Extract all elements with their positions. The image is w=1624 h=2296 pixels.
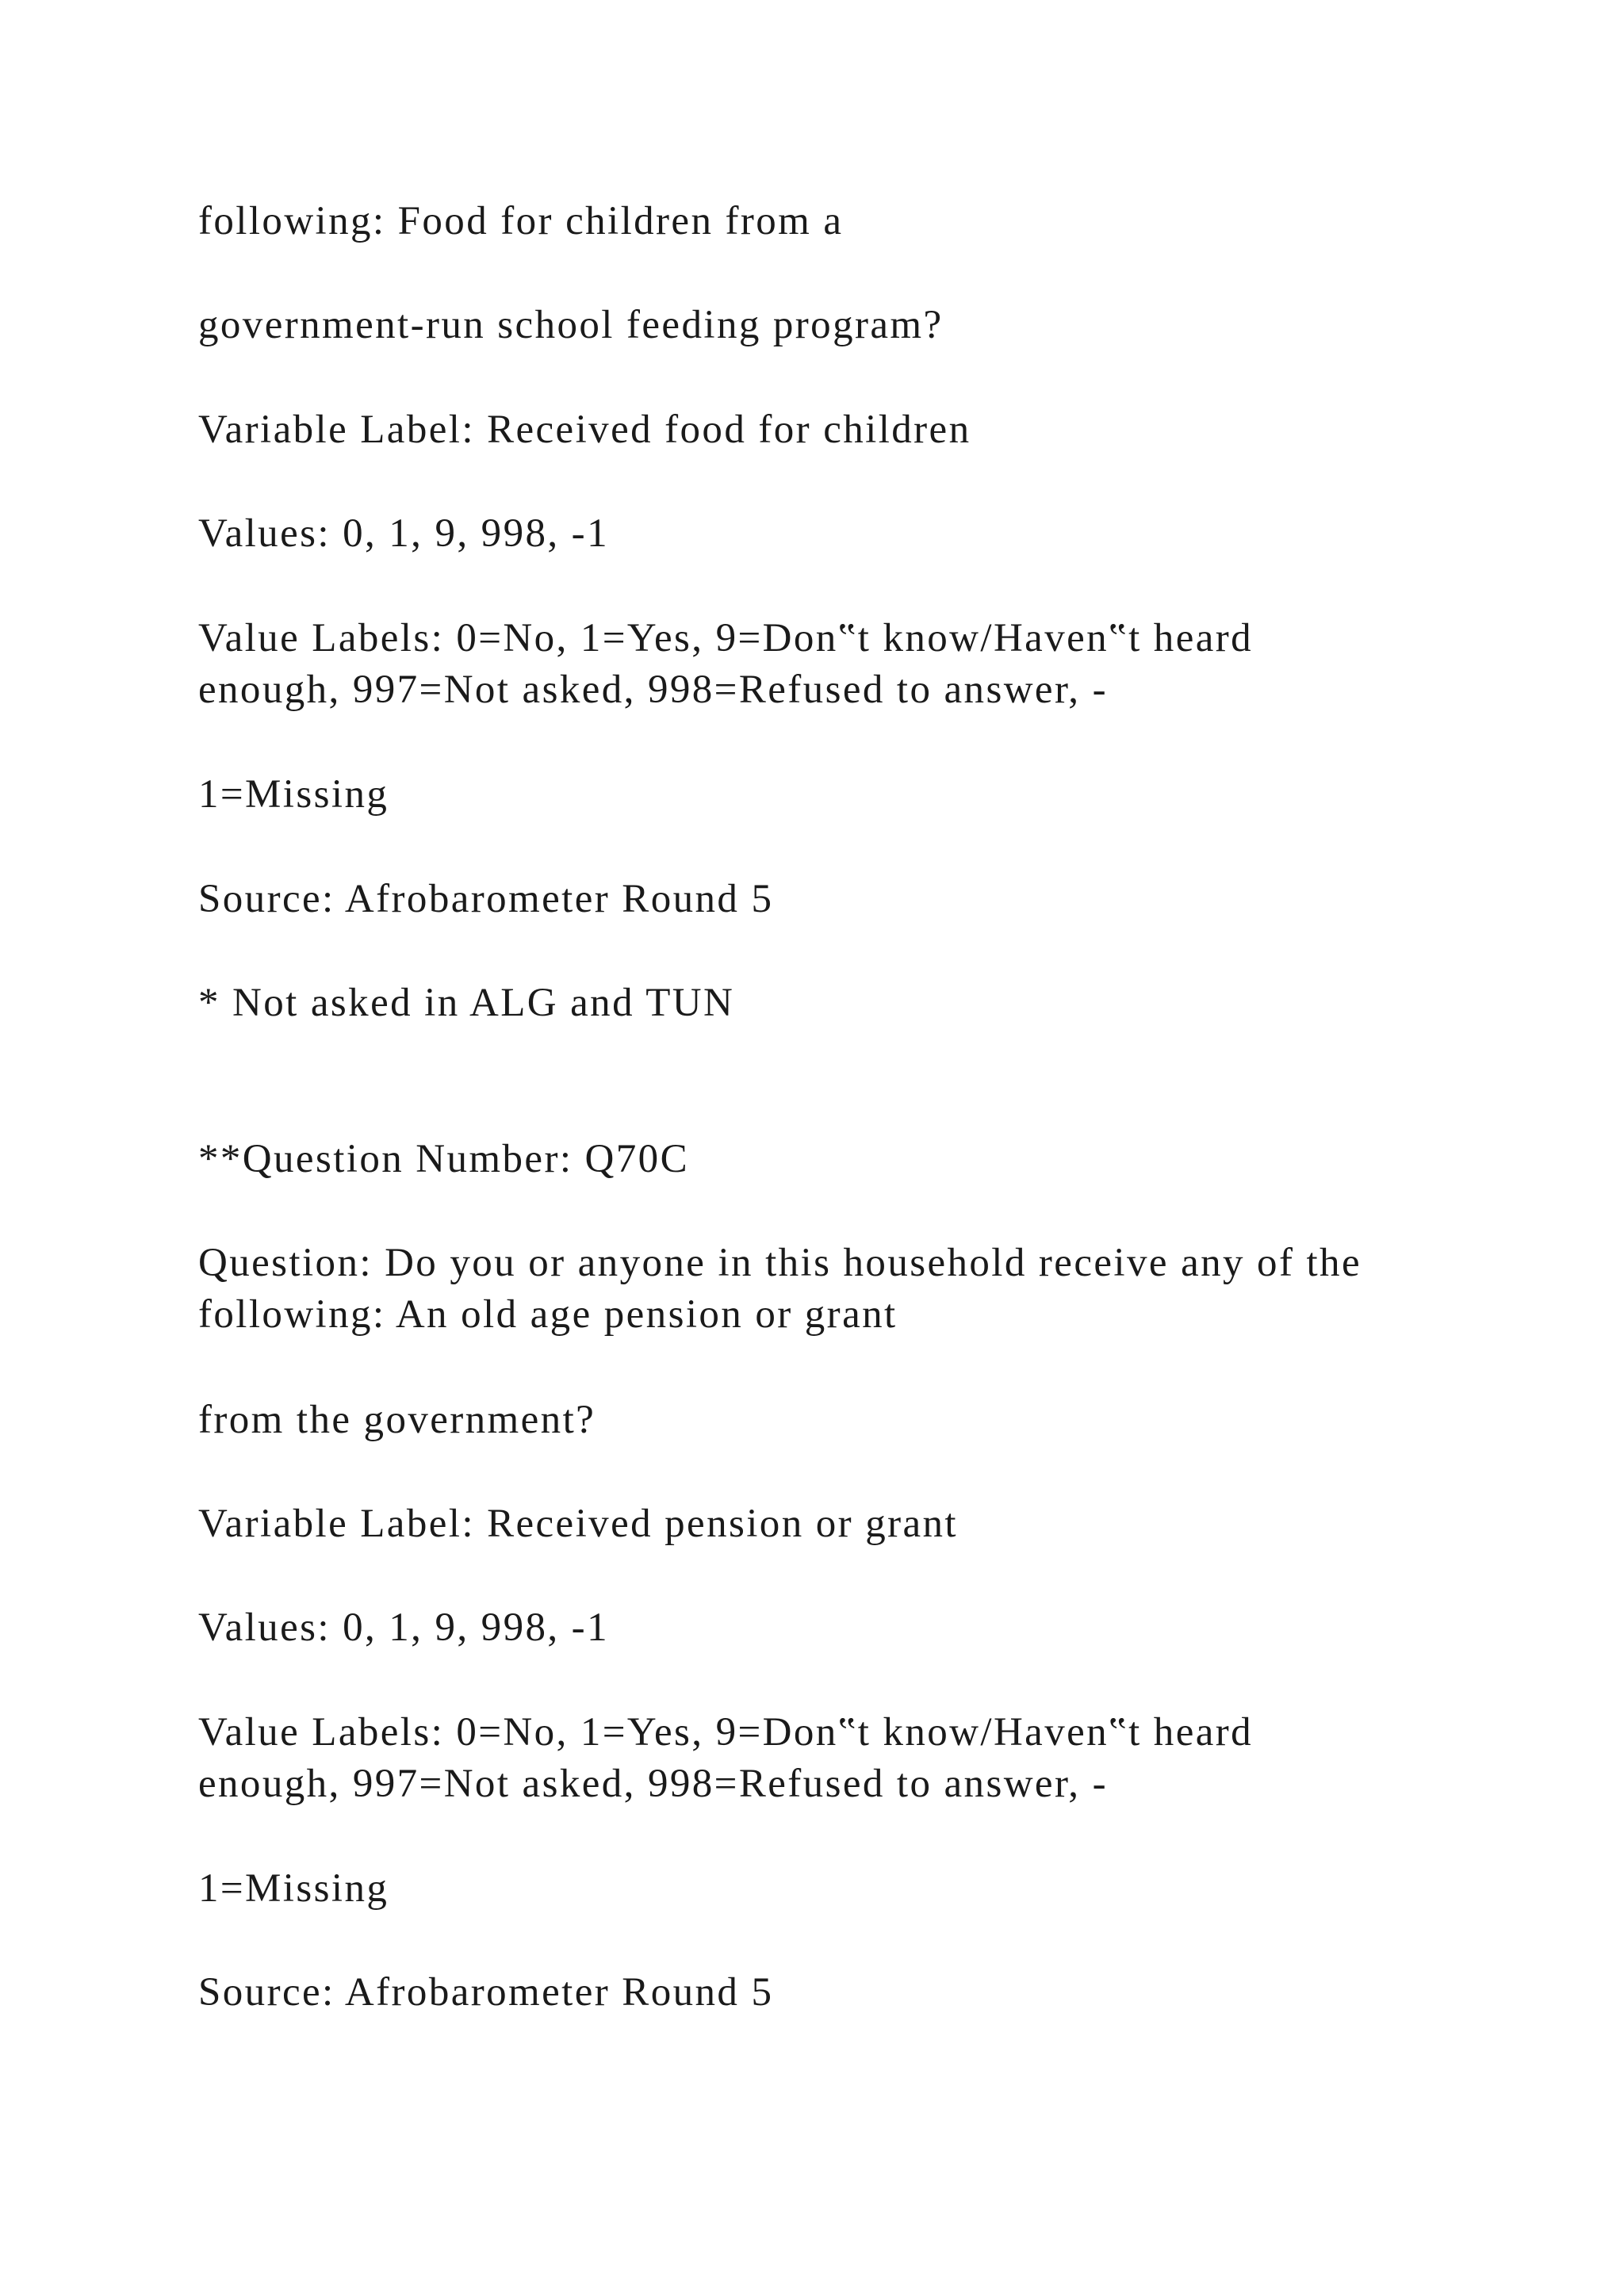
value-labels-text: Value Labels: 0=No, 1=Yes, 9=Don‟t know/Haven‟t heard enough, 997=Not asked, 998=Refused to answer, - [198,616,1254,712]
source-text: Source: Afrobarometer Round 5 [198,877,774,921]
value-labels-continuation-text: 1=Missing [198,772,389,817]
values-text: Values: 0, 1, 9, 998, -1 [198,1605,609,1650]
value-labels-continuation-text: 1=Missing [198,1866,389,1911]
value-labels-text: Value Labels: 0=No, 1=Yes, 9=Don‟t know/Haven‟t heard enough, 997=Not asked, 998=Refused to answer, - [198,1710,1254,1806]
question-continuation-text: government-run school feeding program? [198,303,944,347]
question-text: Question: Do you or anyone in this household receive any of the following: An old age pension or grant [198,1241,1362,1337]
variable-label-text: Variable Label: Received pension or grant [198,1502,958,1546]
question-continuation-text: following: Food for children from a [198,199,844,243]
values-text: Values: 0, 1, 9, 998, -1 [198,511,609,556]
source-text: Source: Afrobarometer Round 5 [198,1970,774,2015]
variable-label-text: Variable Label: Received food for children [198,408,971,452]
question-continuation-text: from the government? [198,1398,596,1442]
note-text: * Not asked in ALG and TUN [198,981,735,1025]
question-number-text: **Question Number: Q70C [198,1137,689,1181]
